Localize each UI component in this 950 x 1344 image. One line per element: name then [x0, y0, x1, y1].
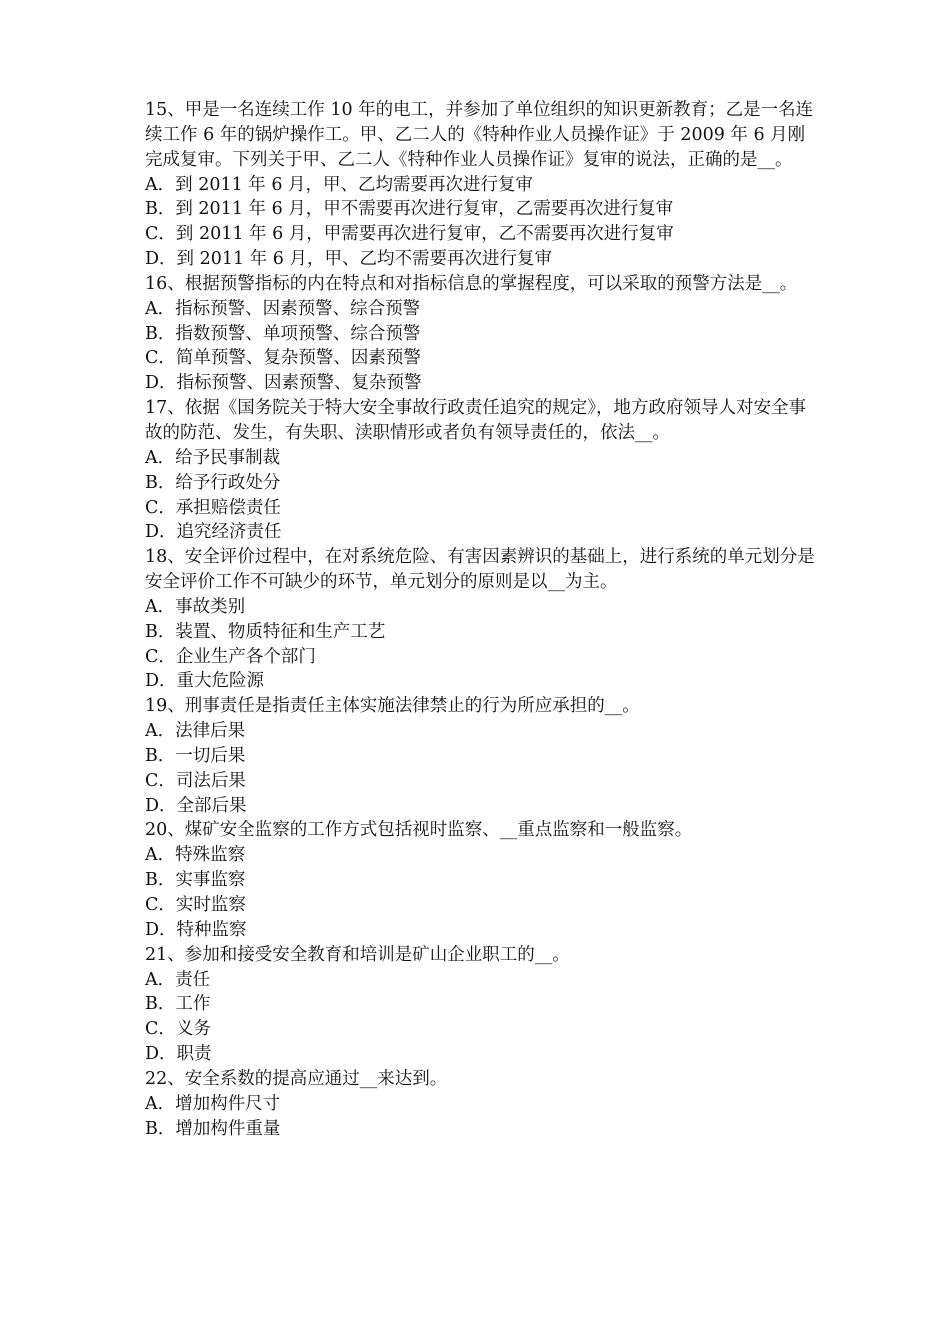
question-21	[145, 943, 815, 1067]
question-stem: 20、煤矿安全监察的工作方式包括视时监察、__重点监察和一般监察。	[145, 820, 693, 841]
option-c: C．简单预警、复杂预警、因素预警	[145, 348, 421, 369]
question-stem: 21、参加和接受安全教育和培训是矿山企业职工的__。	[145, 944, 570, 965]
option-b: B．一切后果	[145, 745, 246, 766]
question-stem: 17、依据《国务院关于特大安全事故行政责任追究的规定》，地方政府领导人对安全事故的防范、发生，有失职、渎职情形或者负有领导责任的，依法__。	[145, 398, 807, 443]
question-19	[145, 694, 815, 818]
question-20	[145, 818, 815, 942]
option-a: A．法律后果	[145, 721, 246, 742]
option-b: B．增加构件重量	[145, 1118, 281, 1139]
option-d: D．重大危险源	[145, 671, 265, 692]
question-22	[145, 1067, 815, 1142]
question-16	[145, 272, 815, 396]
option-a: A．到 2011 年 6 月，甲、乙均需要再次进行复审	[145, 174, 534, 195]
question-stem: 19、刑事责任是指责任主体实施法律禁止的行为所应承担的__。	[145, 696, 640, 717]
option-d: D．指标预警、因素预警、复杂预警	[145, 373, 422, 394]
option-b: B．实事监察	[145, 870, 246, 891]
option-a: A．事故类别	[145, 596, 246, 617]
option-c: C．到 2011 年 6 月，甲需要再次进行复审，乙不需要再次进行复审	[145, 224, 674, 245]
option-b: B．指数预警、单项预警、综合预警	[145, 323, 421, 344]
question-stem: 16、根据预警指标的内在特点和对指标信息的掌握程度，可以采取的预警方法是__。	[145, 273, 798, 294]
option-b: B．装置、物质特征和生产工艺	[145, 621, 386, 642]
option-c: C．司法后果	[145, 770, 246, 791]
option-d: D．全部后果	[145, 795, 247, 816]
question-stem: 18、安全评价过程中，在对系统危险、有害因素辨识的基础上，进行系统的单元划分是安全评价工作不可缺少的环节，单元划分的原则是以__为主。	[145, 547, 815, 593]
option-c: C．承担赔偿责任	[145, 497, 281, 518]
option-a: A．给予民事制裁	[145, 447, 281, 468]
option-b: B．工作	[145, 994, 211, 1015]
question-17	[145, 396, 815, 545]
document-page	[145, 98, 815, 1141]
option-c: C．企业生产各个部门	[145, 646, 316, 667]
option-a: A．责任	[145, 969, 211, 990]
option-c: C．义务	[145, 1019, 211, 1040]
question-15	[145, 98, 815, 272]
option-b: B．给予行政处分	[145, 472, 281, 493]
option-a: A．指标预警、因素预警、综合预警	[145, 298, 421, 319]
question-18	[145, 545, 815, 694]
option-b: B．到 2011 年 6 月，甲不需要再次进行复审，乙需要再次进行复审	[145, 199, 674, 220]
question-stem: 22、安全系数的提高应通过__来达到。	[145, 1068, 448, 1089]
option-d: D．职责	[145, 1044, 212, 1065]
option-d: D．追究经济责任	[145, 522, 282, 543]
option-d: D．到 2011 年 6 月，甲、乙均不需要再次进行复审	[145, 249, 552, 270]
question-stem: 15、甲是一名连续工作 10 年的电工，并参加了单位组织的知识更新教育；乙是一名连续工作 6 年的锅炉操作工。甲、乙二人的《特种作业人员操作证》于 2009 年 6 月刚完成复审。下列关于甲、乙二人《特种作业人员操作证》复审的说法，正确的是__。	[145, 100, 814, 170]
option-a: A．特殊监察	[145, 845, 246, 866]
option-a: A．增加构件尺寸	[145, 1093, 281, 1114]
option-d: D．特种监察	[145, 919, 247, 940]
option-c: C．实时监察	[145, 895, 246, 915]
